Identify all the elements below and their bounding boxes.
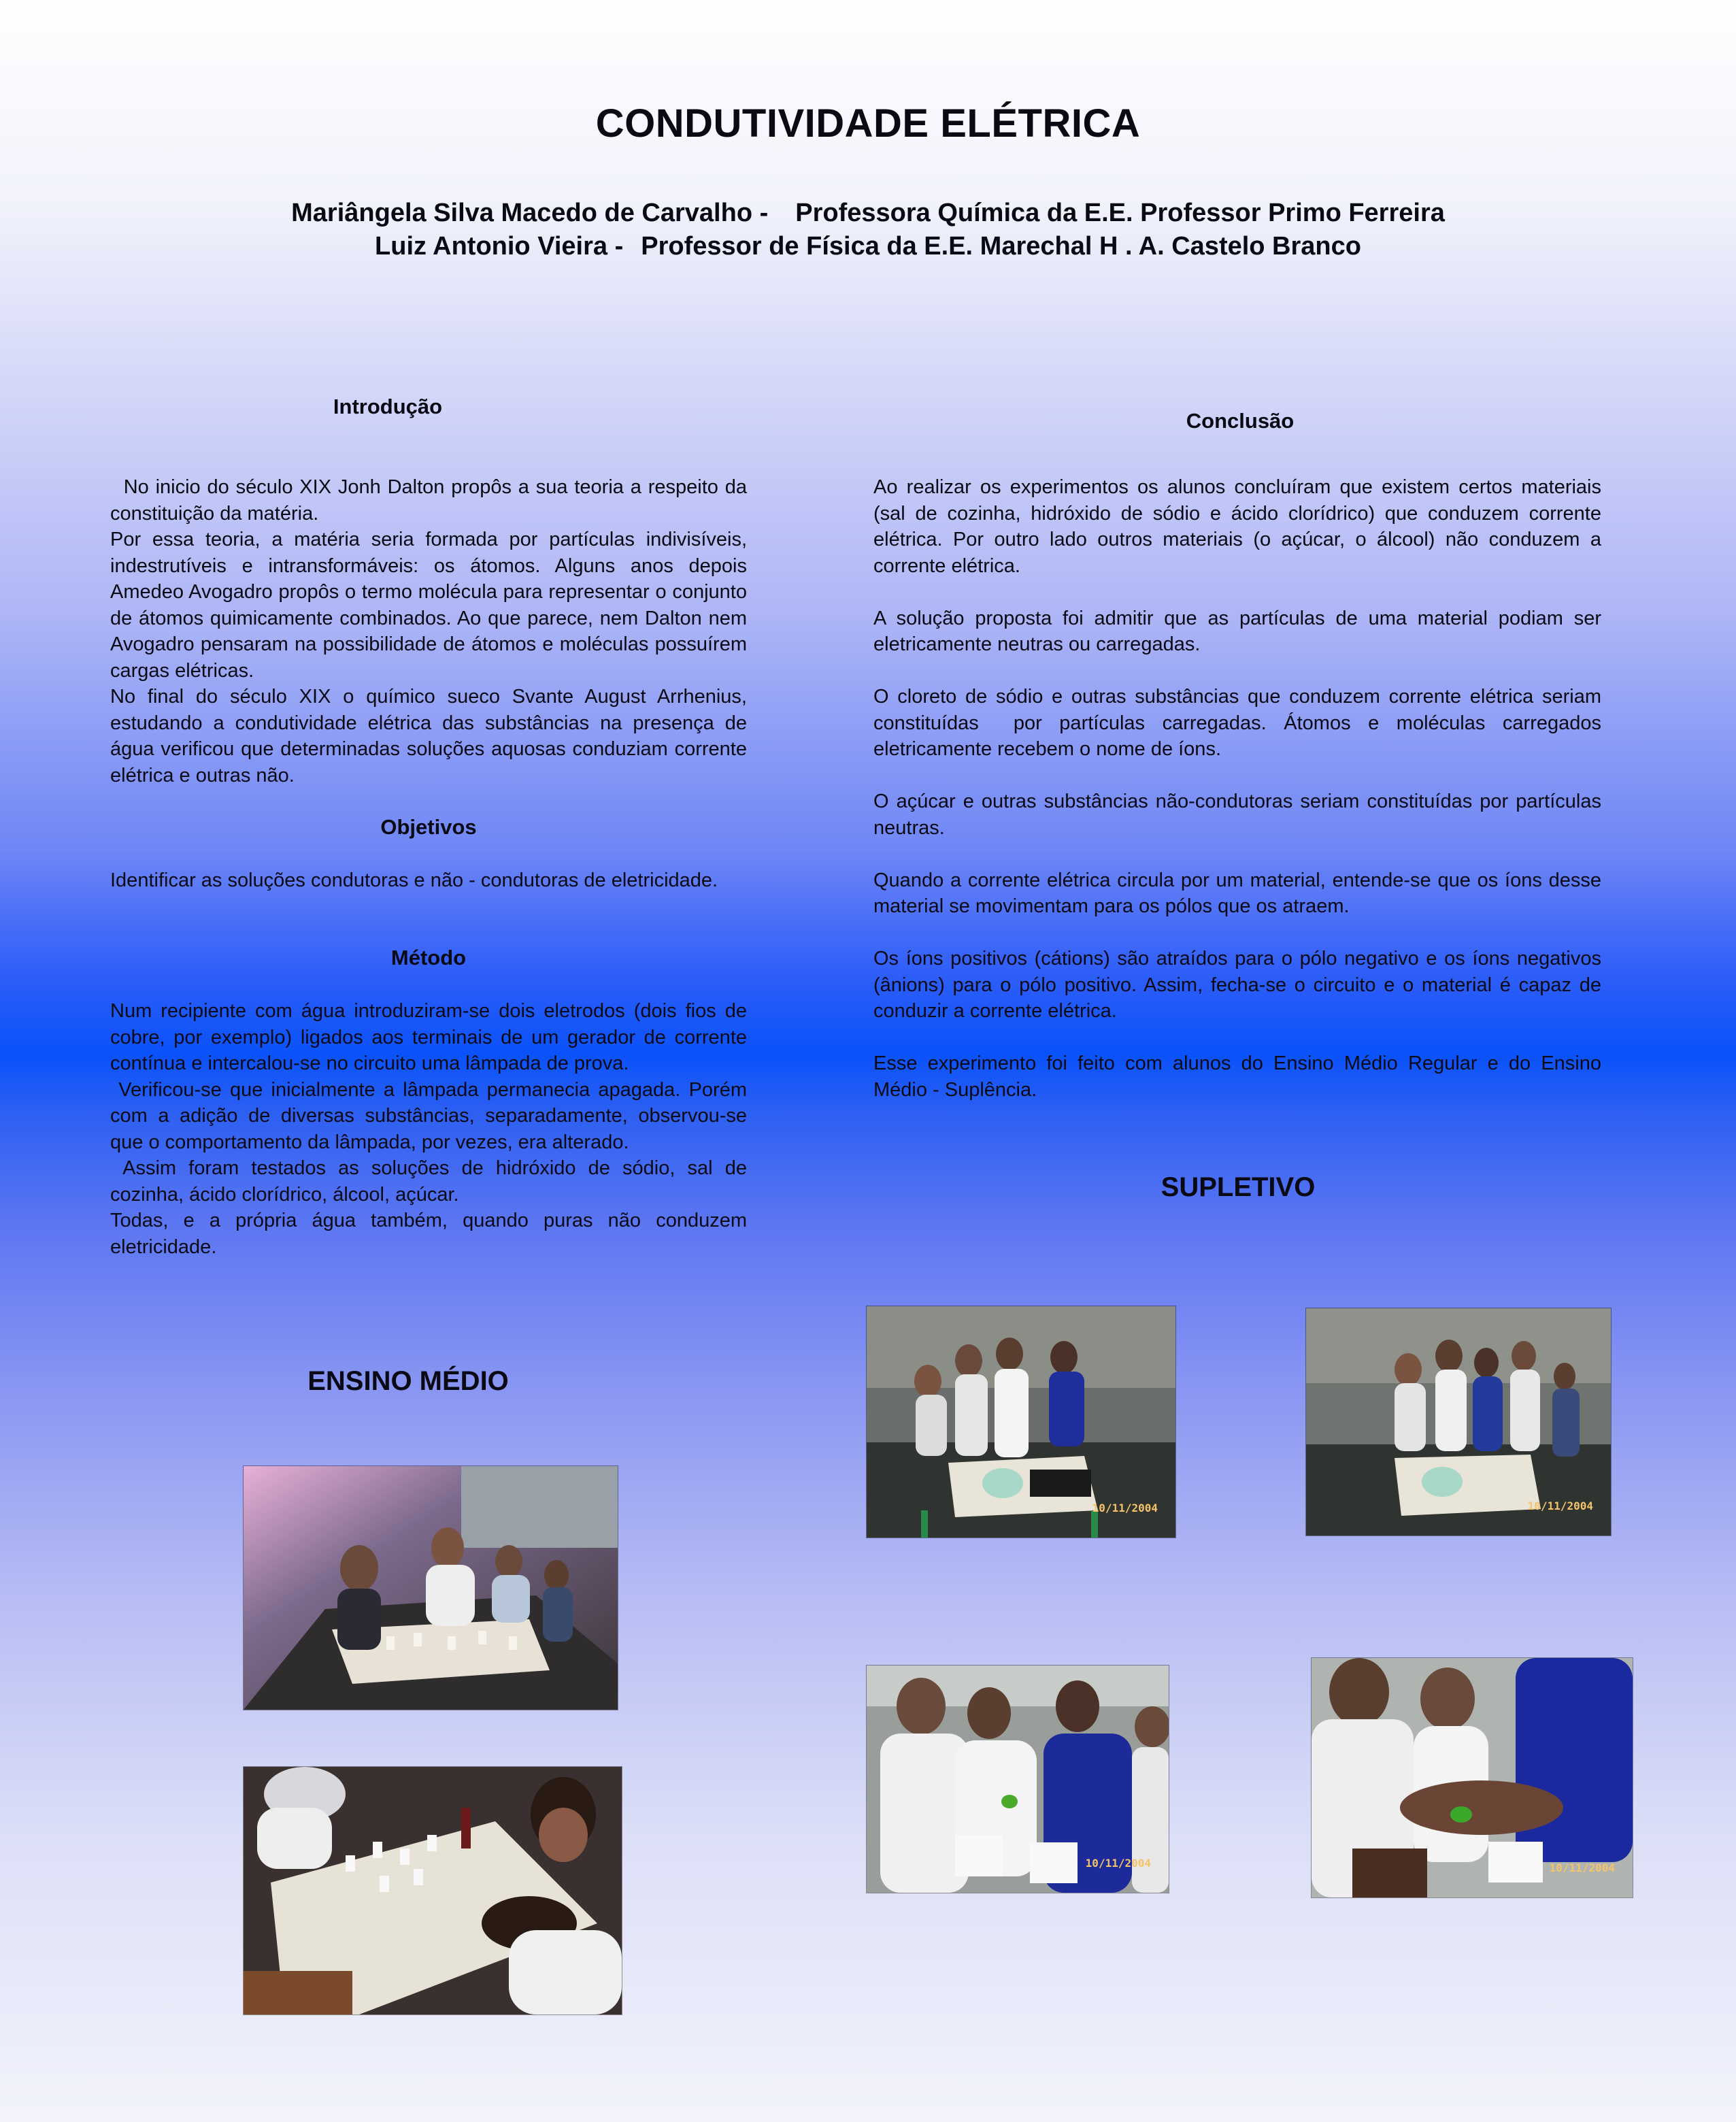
introducao-text: [110, 474, 753, 789]
metodo-heading: Método: [390, 946, 467, 969]
conclusao-paragraph: O cloreto de sódio e outras substâncias que conduzem corrente elétrica seriam constituídas por partículas carregadas. Átomos e moléculas carregados eletricamente recebem o nome de íons.: [873, 686, 1607, 760]
photo-supletivo-1: [867, 1306, 1175, 1538]
introducao-line: No inicio do século XIX Jonh Dalton propôs a sua teoria a respeito da constituição da matéria.: [110, 476, 753, 525]
metodo-line: Assim foram testados as soluções de hidróxido de sódio, sal de cozinha, ácido clorídrico, álcool, açúcar.: [110, 1157, 753, 1206]
conclusao-paragraph: Os íons positivos (cátions) são atraídos para o pólo negativo e os íons negativos (ânions) para o pólo positivo. Assim, fecha-se o circuito e o material é capaz de conduzir a corrente elétrica.: [873, 948, 1601, 1022]
supletivo-heading: SUPLETIVO: [1161, 1172, 1316, 1202]
metodo-text: [110, 998, 753, 1260]
photo-supletivo-4: [1312, 1658, 1633, 1897]
photo-date: 10/11/2004: [1085, 1857, 1151, 1870]
conclusao-paragraph: Quando a corrente elétrica circula por um material, entende-se que os íons desse material se movimentam para os pólos que os atraem.: [873, 869, 1601, 917]
photo-supletivo-3: [867, 1665, 1169, 1893]
introducao-heading: Introdução: [333, 395, 443, 418]
objetivos-heading: Objetivos: [380, 815, 477, 839]
author-role: Professor de Física da E.E. Marechal H . A. Castelo Branco: [641, 232, 1361, 261]
photo-date: 10/11/2004: [1527, 1499, 1593, 1512]
conclusao-paragraph: Esse experimento foi feito com alunos do Ensino Médio Regular e do Ensino Médio - Suplência.: [873, 1052, 1601, 1101]
conclusao-paragraph: O açúcar e outras substâncias não-condutoras seriam constituídas por partículas neutras.: [873, 791, 1601, 839]
conclusao-text: [873, 474, 1607, 1103]
photo-supletivo-2: [1306, 1308, 1611, 1536]
author-line-1: [0, 199, 1736, 228]
photo-ensino-medio-1: [244, 1466, 618, 1710]
photo-ensino-medio-2: [244, 1767, 622, 2015]
conclusao-paragraph: Ao realizar os experimentos os alunos concluíram que existem certos materiais (sal de cozinha, hidróxido de sódio e ácido clorídrico) que conduzem corrente elétrica. Por outro lado outros materiais (o açúcar, o álcool) não conduzem a corrente elétrica.: [873, 476, 1601, 577]
author-name: Mariângela Silva Macedo de Carvalho -: [291, 199, 769, 227]
photo-date: 10/11/2004: [1092, 1502, 1158, 1514]
poster-title: CONDUTIVIDADE ELÉTRICA: [595, 101, 1141, 146]
conclusao-heading: Conclusão: [1186, 409, 1295, 433]
ensino-medio-heading: ENSINO MÉDIO: [307, 1366, 509, 1396]
metodo-line: Verificou-se que inicialmente a lâmpada permanecia apagada. Porém com a adição de diversas substâncias, separadamente, observou-se que o comportamento da lâmpada, por vezes, era alterado.: [110, 1078, 753, 1153]
author-role: Professora Química da E.E. Professor Primo Ferreira: [795, 199, 1445, 227]
objetivos-text: Identificar as soluções condutoras e não - condutoras de eletricidade.: [110, 869, 718, 891]
introducao-line: Por essa teoria, a matéria seria formada por partículas indivisíveis, indestrutíveis e intransformáveis: os átomos. Alguns anos depois Amedeo Avogadro propôs o termo molécula para representar o conjunto de átomos quimicamente combinados. Ao que parece, nem Dalton nem Avogadro pensaram na possibilidade de átomos e moléculas possuírem cargas elétricas.: [110, 529, 747, 682]
metodo-line: Todas, e a própria água também, quando puras não conduzem eletricidade.: [110, 1210, 747, 1258]
metodo-line: Num recipiente com água introduziram-se dois eletrodos (dois fios de cobre, por exemplo) ligados aos terminais de um gerador de corrente contínua e intercalou-se no circuito uma lâmpada de prova.: [110, 1000, 747, 1074]
conclusao-paragraph: A solução proposta foi admitir que as partículas de uma material podiam ser eletricamente neutras ou carregadas.: [873, 607, 1601, 655]
author-name: Luiz Antonio Vieira -: [375, 232, 624, 261]
author-line-2: [0, 232, 1736, 261]
photo-date: 10/11/2004: [1549, 1861, 1615, 1874]
introducao-line: No final do século XIX o químico sueco Svante August Arrhenius, estudando a condutividade elétrica das substâncias na presença de água verificou que determinadas soluções aquosas conduziam corrente elétrica e outras não.: [110, 686, 747, 786]
